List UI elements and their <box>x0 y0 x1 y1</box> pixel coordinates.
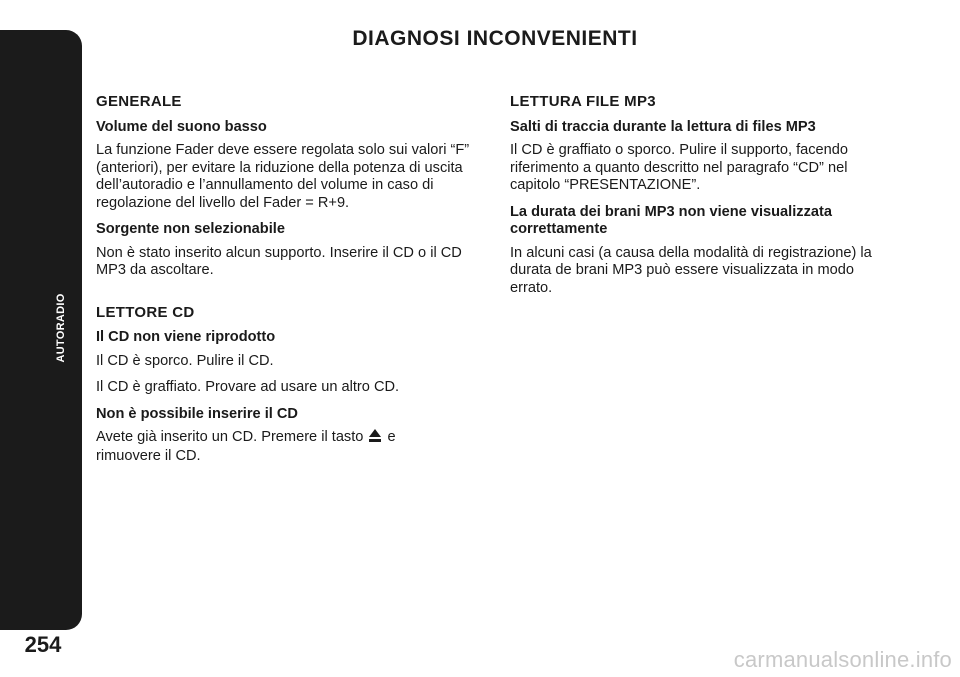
paragraph-cd-sporco: Il CD è sporco. Pulire il CD. <box>96 352 274 369</box>
eject-icon <box>369 429 381 448</box>
page-title: DIAGNOSI INCONVENIENTI <box>352 27 638 50</box>
side-tab-label: AUTORADIO <box>55 293 67 363</box>
subheading-salti-traccia: Salti di traccia durante la lettura di files MP3 <box>510 118 816 135</box>
watermark: carmanualsonline.info <box>733 647 952 672</box>
paragraph-inserire-cd <box>96 429 426 465</box>
section-spacer <box>96 289 490 304</box>
paragraph-durata-mp3: In alcuni casi (a causa della modalità di registrazione) la durata de brani MP3 può essere visualizzata in modo errato. <box>510 244 872 296</box>
right-column <box>510 93 890 306</box>
subheading-durata-mp3: La durata dei brani MP3 non viene visualizzata correttamente <box>510 203 832 237</box>
paragraph-cd-graffiato: Il CD è graffiato. Provare ad usare un altro CD. <box>96 379 400 395</box>
paragraph-inserire-cd-part1: Avete già inserito un CD. Premere il tasto <box>96 429 364 445</box>
page-number: 254 <box>24 632 62 657</box>
section-heading-lettura-mp3: LETTURA FILE MP3 <box>510 93 656 110</box>
section-heading-generale: GENERALE <box>96 93 182 110</box>
side-tab <box>0 30 82 630</box>
subheading-inserire-cd: Non è possibile inserire il CD <box>96 405 298 422</box>
subheading-cd-non-riprodotto: Il CD non viene riprodotto <box>96 329 276 345</box>
section-heading-lettore-cd: LETTORE CD <box>96 303 195 321</box>
paragraph-sorgente: Non è stato inserito alcun supporto. Inserire il CD o il CD MP3 da ascoltare. <box>96 244 462 278</box>
left-column <box>96 93 490 474</box>
subheading-sorgente: Sorgente non selezionabile <box>96 221 285 237</box>
paragraph-salti-traccia: Il CD è graffiato o sporco. Pulire il supporto, facendo riferimento a quanto descritto nel paragrafo “CD” nel capitolo “PRESENTAZIONE”. <box>510 142 849 193</box>
paragraph-inserire-cd-part2: e rimuovere il CD. <box>96 429 396 464</box>
paragraph-volume-basso: La funzione Fader deve essere regolata solo sui valori “F” (anteriori), per evitare la riduzione della potenza di uscita dell’autoradio e l’annullamento del volume in caso di regolazione del livello del Fader = R+9. <box>96 142 470 211</box>
subheading-volume-basso: Volume del suono basso <box>96 118 267 135</box>
